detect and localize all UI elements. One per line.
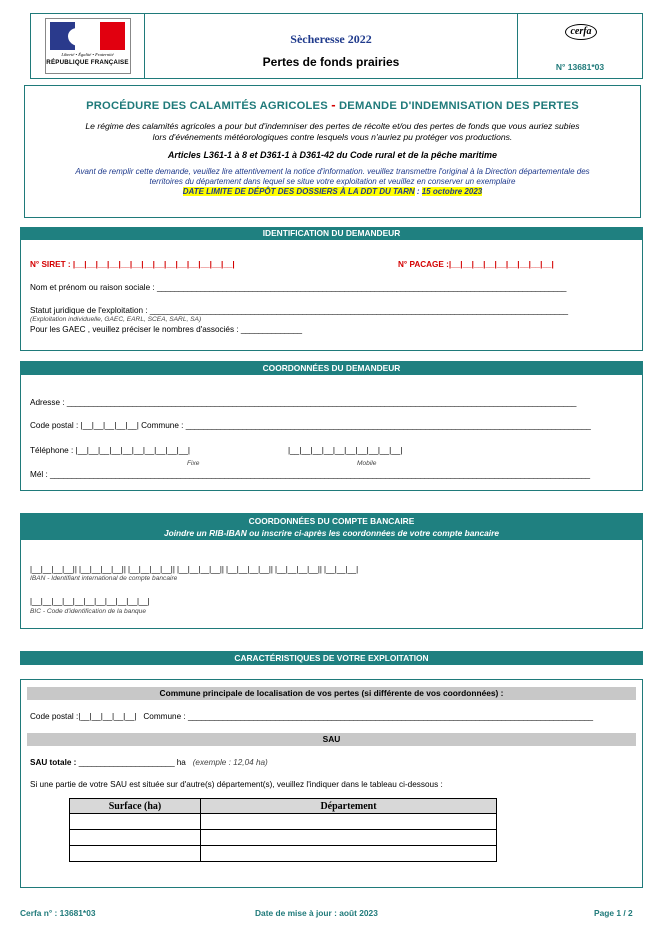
commune-input[interactable]: _____________________________________________________________________________________________ — [185, 421, 591, 430]
phone-row — [30, 446, 190, 455]
phone-fixed-input[interactable]: |__|__|__|__|__|__|__|__|__|__| — [75, 446, 190, 455]
sau-label: SAU totale : — [30, 758, 77, 767]
status-row — [30, 306, 568, 315]
gaec-label: Pour les GAEC , veuillez préciser le nombres d'associés : — [30, 325, 239, 334]
deadline-sep: : — [414, 187, 422, 196]
siret-label: N° SIRET : — [30, 260, 71, 269]
pacage-row — [398, 260, 554, 269]
pacage-input[interactable]: |__|__|__|__|__|__|__|__|__| — [448, 260, 554, 269]
postal-row — [30, 421, 591, 430]
procedure-notice-line1: Avant de remplir cette demande, veuillez lire attentivement la notice d'information. veuillez transmettre l'original à la Direction départementale des — [75, 167, 590, 176]
form-subtitle: Pertes de fonds prairies — [262, 55, 400, 69]
procedure-title-sep: - — [331, 97, 336, 112]
table-row — [70, 846, 497, 862]
procedure-notice — [25, 167, 640, 187]
form-header — [30, 13, 643, 79]
address-label: Adresse : — [30, 398, 65, 407]
procedure-title-right: DEMANDE D'INDEMNISATION DES PERTES — [339, 100, 579, 112]
loss-postal-input[interactable]: |__|__|__|__|__| — [78, 712, 137, 721]
procedure-box — [24, 85, 641, 218]
loss-postal-row — [30, 712, 593, 721]
deadline-line — [25, 187, 640, 196]
deadline-date: 15 octobre 2023 — [421, 187, 483, 196]
cerfa-logo: cerfa — [565, 24, 597, 40]
sau-example: (exemple : 12,04 ha) — [192, 758, 268, 767]
phone-mobile-hint: Mobile — [357, 460, 377, 467]
footer-page: Page 1 / 2 — [594, 908, 633, 918]
phone-label: Téléphone : — [30, 446, 74, 455]
email-row — [30, 470, 590, 479]
postal-label: Code postal : — [30, 421, 79, 430]
procedure-intro — [25, 121, 640, 143]
phone-fixed-hint: Fixe — [187, 460, 200, 467]
surface-cell[interactable] — [70, 846, 201, 862]
logo-cell — [31, 14, 145, 78]
postal-input[interactable]: |__|__|__|__|__| — [80, 421, 139, 430]
other-dept-text: Si une partie de votre SAU est située sur d'autre(s) département(s), veuillez l'indiquer dans le tableau ci-dessous : — [30, 780, 443, 789]
name-input[interactable]: ______________________________________________________________________________________________ — [156, 283, 567, 292]
surface-table — [69, 798, 497, 862]
email-label: Mél : — [30, 470, 48, 479]
header-title-cell — [145, 14, 518, 78]
commune-label: Commune : — [141, 421, 184, 430]
pacage-label: N° PACAGE : — [398, 260, 449, 269]
logo-republic: RÉPUBLIQUE FRANÇAISE — [46, 59, 129, 66]
address-row — [30, 398, 576, 407]
cerfa-cell — [518, 14, 642, 78]
department-cell[interactable] — [201, 830, 497, 846]
iban-hint: IBAN - Identifiant international de compte bancaire — [30, 575, 178, 582]
procedure-intro-line1: Le régime des calamités agricoles a pour but d'indemniser des pertes de récolte et/ou des pertes de fonds que vous auriez subies — [85, 121, 580, 131]
status-label: Statut juridique de l'exploitation : — [30, 306, 148, 315]
footer-cerfa: Cerfa n° : 13681*03 — [20, 908, 96, 918]
procedure-articles: Articles L361-1 à 8 et D361-1 à D361-42 du Code rural et de la pêche maritime — [167, 150, 498, 160]
department-column-header: Département — [201, 799, 497, 814]
email-input[interactable]: ____________________________________________________________________________________________________________________________ — [50, 470, 590, 479]
surface-cell[interactable] — [70, 814, 201, 830]
coordinates-bar: COORDONNÉES DU DEMANDEUR — [20, 361, 643, 375]
address-input[interactable]: _____________________________________________________________________________________________________________________ — [66, 398, 577, 407]
procedure-notice-line2: territoires du département dans lequel se situe votre exploitation et veuillez en conserver un exemplaire — [149, 177, 516, 186]
surface-table-header — [70, 799, 497, 814]
sau-input[interactable]: ______________________ — [78, 758, 175, 767]
iban-input[interactable]: |__|__|__|__|| |__|__|__|__|| |__|__|__|__|| |__|__|__|__|| |__|__|__|__|| |__|__|__|__|| |__|__|__| — [30, 565, 359, 574]
cerfa-number: N° 13681*03 — [555, 62, 605, 72]
sau-row — [30, 758, 268, 767]
bank-bar — [20, 513, 643, 540]
bic-input[interactable]: |__|__|__|__|__|__|__|__|__|__|__| — [30, 597, 150, 606]
sau-bar: SAU — [27, 733, 636, 746]
loss-commune-input[interactable]: _____________________________________________________________________________________________ — [187, 712, 593, 721]
footer-update: Date de mise à jour : août 2023 — [255, 908, 378, 918]
table-row — [70, 830, 497, 846]
department-cell[interactable] — [201, 846, 497, 862]
status-hint: (Exploitation individuelle, GAEC, EARL, SCEA, SARL, SA) — [30, 316, 202, 323]
phone-mobile-input[interactable]: |__|__|__|__|__|__|__|__|__|__| — [288, 446, 403, 455]
phone-mobile-wrap — [288, 446, 402, 455]
department-cell[interactable] — [201, 814, 497, 830]
table-row — [70, 814, 497, 830]
surface-column-header: Surface (ha) — [70, 799, 201, 814]
gaec-row — [30, 325, 302, 334]
republique-francaise-logo — [45, 18, 131, 74]
loss-commune-label: Commune : — [143, 712, 186, 721]
loss-commune-bar: Commune principale de localisation de vos pertes (si différente de vos coordonnées) : — [27, 687, 636, 700]
deadline-label: DATE LIMITE DE DÉPÔT DES DOSSIERS À LA DDT DU TARN — [182, 187, 415, 196]
identification-bar: IDENTIFICATION DU DEMANDEUR — [20, 227, 643, 240]
surface-cell[interactable] — [70, 830, 201, 846]
bic-hint: BIC - Code d'identification de la banque — [30, 608, 146, 615]
logo-motto: Liberté • Égalité • Fraternité — [61, 52, 114, 57]
sau-unit: ha — [176, 758, 186, 767]
name-row — [30, 283, 566, 292]
siret-row — [30, 260, 235, 269]
procedure-intro-line2: lors d'événements météorologiques contre lesquels vous n'auriez pu protéger vos productions. — [152, 132, 513, 142]
procedure-title — [25, 97, 640, 112]
identification-box — [20, 240, 643, 351]
marianne-flag-icon — [50, 22, 126, 50]
bank-bar-subtitle: Joindre un RIB-IBAN ou inscrire ci-après les coordonnées de votre compte bancaire — [163, 528, 500, 538]
gaec-input[interactable]: ______________ — [240, 325, 302, 334]
status-input[interactable]: ________________________________________________________________________________________________ — [149, 306, 568, 315]
bank-box — [20, 540, 643, 629]
procedure-title-left: PROCÉDURE DES CALAMITÉS AGRICOLES — [86, 100, 328, 112]
exploitation-bar: CARACTÉRISTIQUES DE VOTRE EXPLOITATION — [20, 651, 643, 665]
loss-postal-label: Code postal : — [30, 712, 79, 721]
bank-bar-title: COORDONNÉES DU COMPTE BANCAIRE — [248, 516, 415, 526]
form-title: Sècheresse 2022 — [290, 32, 372, 46]
name-label: Nom et prénom ou raison sociale : — [30, 283, 155, 292]
siret-input[interactable]: |__|__|__|__|__|__|__|__|__|__|__|__|__|__| — [72, 260, 235, 269]
